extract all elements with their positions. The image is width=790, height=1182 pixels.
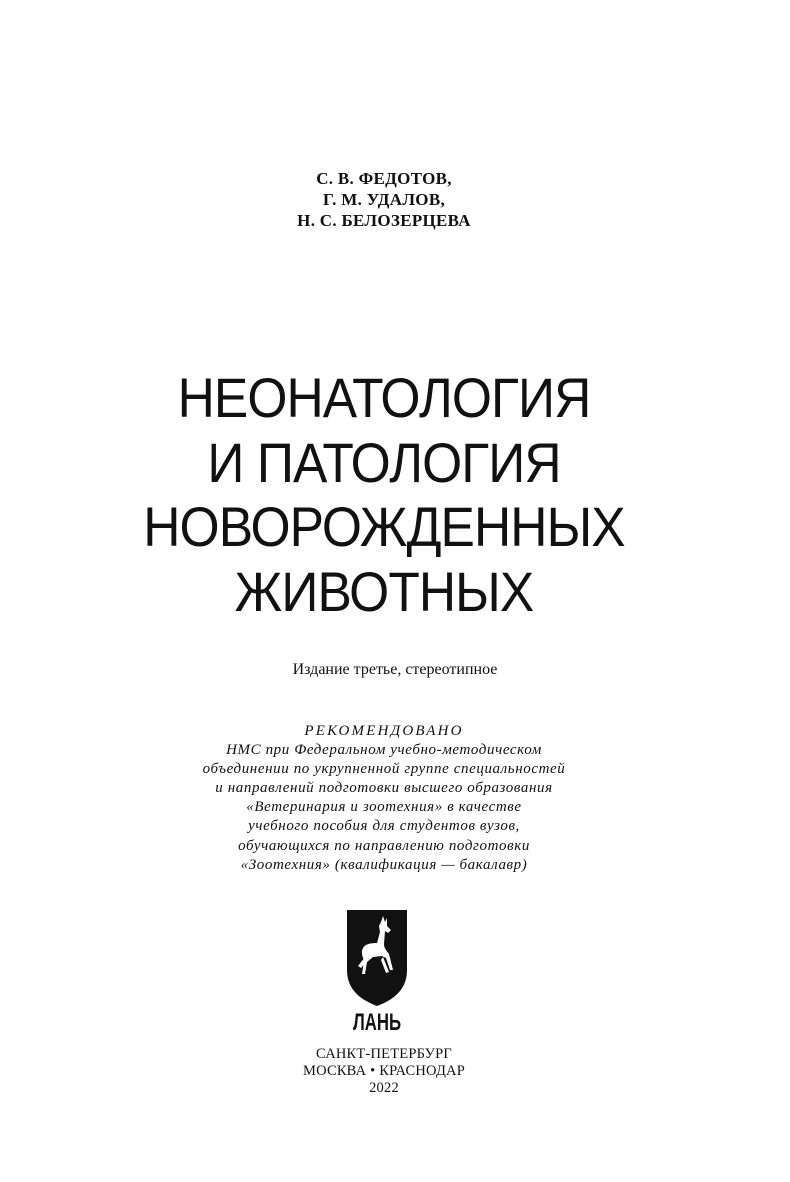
recommendation-heading: РЕКОМЕНДОВАНО	[304, 723, 464, 739]
imprint-city-1: САНКТ-ПЕТЕРБУРГ	[316, 1046, 452, 1062]
title-line-2: И ПАТОЛОГИЯ	[207, 430, 561, 494]
authors-block	[0, 168, 768, 231]
publisher-logo-text: ЛАНЬ	[353, 1009, 401, 1036]
title-line-3: НОВОРОЖДЕННЫХ	[143, 495, 625, 558]
recommendation-line: «Зоотехния» (квалификация — бакалавр)	[240, 856, 528, 873]
title-line-1: НЕОНАТОЛОГИЯ	[177, 366, 591, 429]
author-2: Г. М. УДАЛОВ,	[322, 190, 446, 209]
recommendation-line: обучающихся по направлению подготовки	[238, 837, 530, 854]
recommendation-line: объединении по укрупненной группе специальностей	[202, 761, 566, 778]
imprint-city-2: МОСКВА • КРАСНОДАР	[303, 1063, 465, 1079]
recommendation-block	[0, 722, 768, 875]
edition-note: Издание третье, стереотипное	[292, 661, 498, 678]
author-1: С. В. ФЕДОТОВ,	[316, 169, 452, 188]
deer-shield-icon	[347, 910, 407, 1006]
recommendation-line: и направлений подготовки высшего образования	[215, 780, 553, 797]
recommendation-line: НМС при Федеральном учебно-методическом	[226, 742, 542, 759]
recommendation-line: учебного пособия для студентов вузов,	[248, 818, 520, 835]
book-title	[31, 366, 738, 624]
publisher-logo	[345, 910, 409, 1034]
author-3: Н. С. БЕЛОЗЕРЦЕВА	[297, 211, 471, 230]
imprint-block	[0, 1046, 768, 1097]
imprint-year: 2022	[369, 1080, 399, 1096]
recommendation-line: «Ветеринария и зоотехния» в качестве	[246, 799, 522, 816]
title-line-4: ЖИВОТНЫХ	[234, 559, 534, 623]
